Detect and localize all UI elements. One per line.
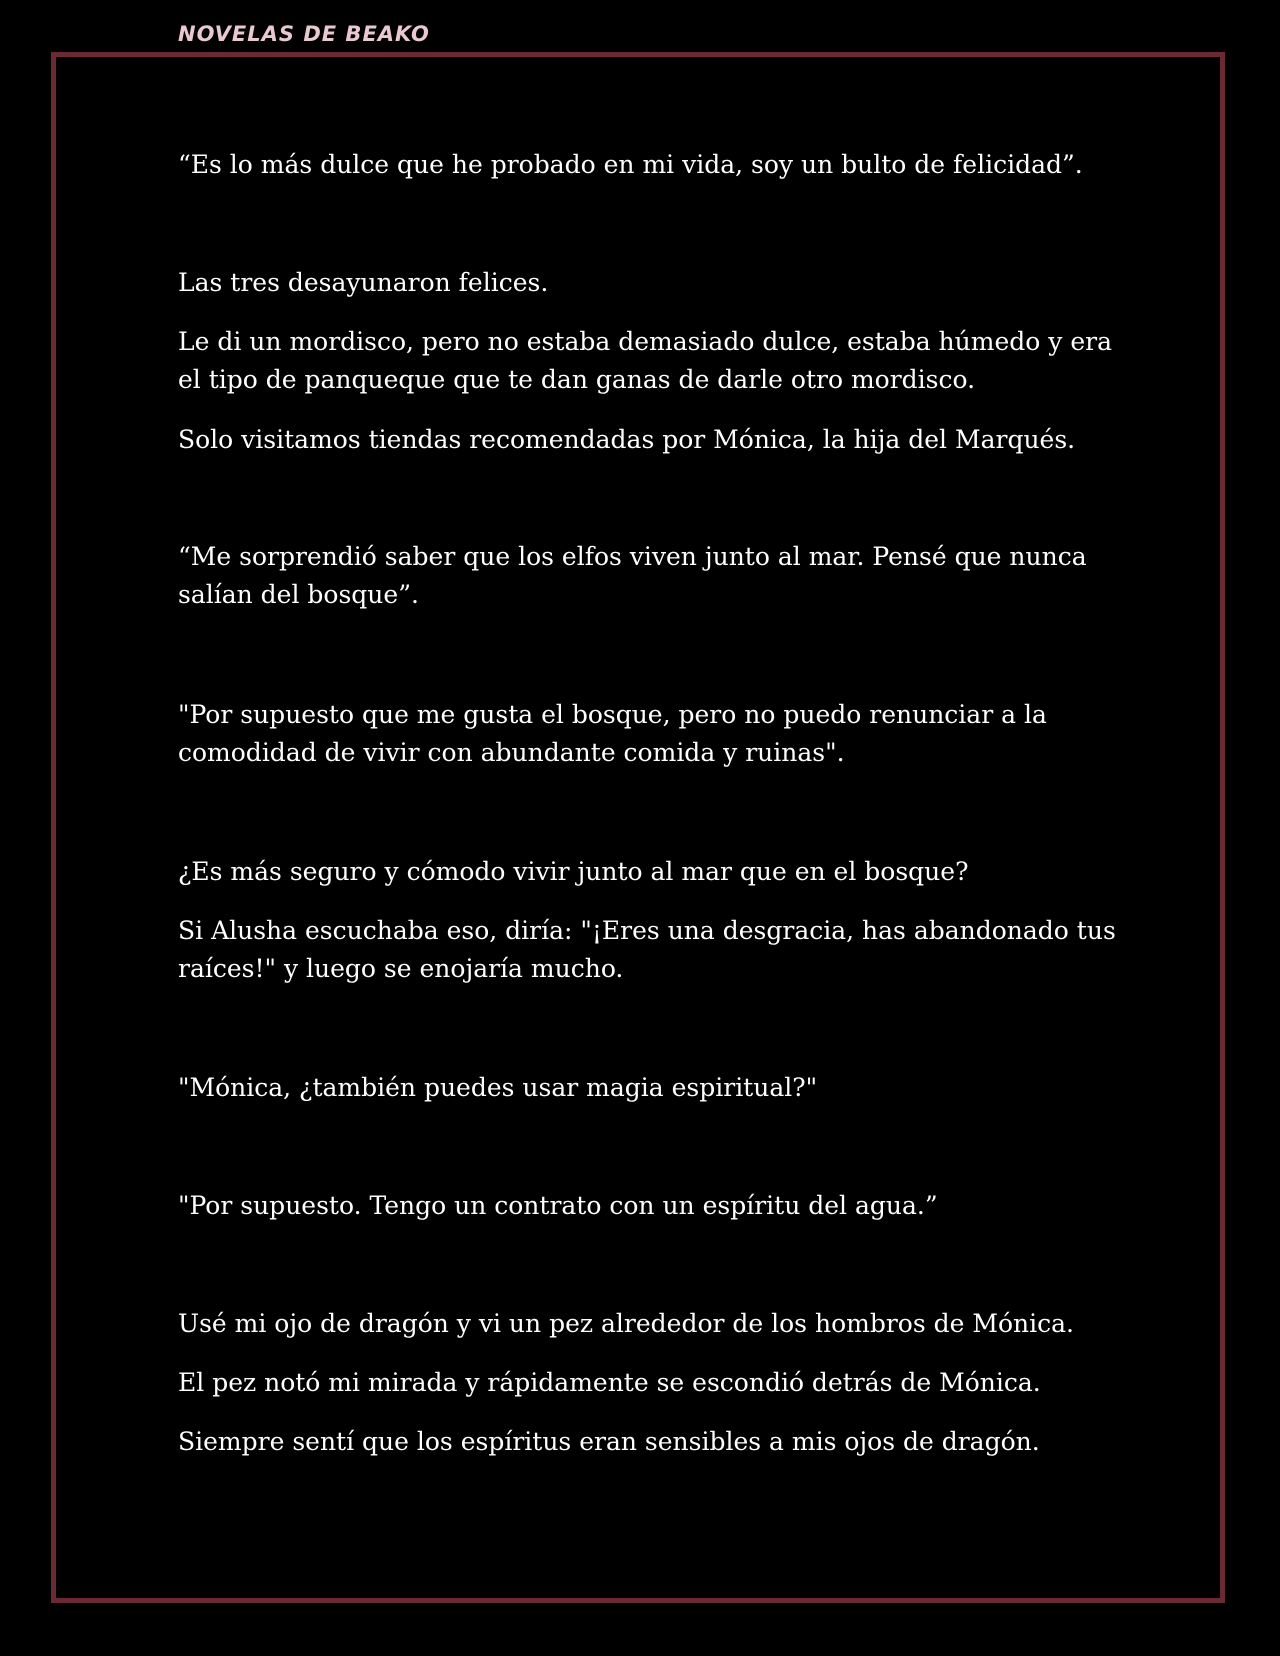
paragraph: El pez notó mi mirada y rápidamente se escondió detrás de Mónica. (178, 1368, 1041, 1397)
paragraph: “Es lo más dulce que he probado en mi vida, soy un bulto de felicidad”. (178, 150, 1083, 179)
paragraph: Si Alusha escuchaba eso, diría: "¡Eres una desgracia, has abandonado tus raíces!" y luego se enojaría mucho. (178, 916, 1116, 983)
paragraph: "Por supuesto que me gusta el bosque, pero no puedo renunciar a la comodidad de vivir con abundante comida y ruinas". (178, 700, 1047, 767)
paragraph: Las tres desayunaron felices. (178, 268, 549, 297)
paragraph: Siempre sentí que los espíritus eran sensibles a mis ojos de dragón. (178, 1427, 1040, 1456)
site-title: NOVELAS DE BEAKO (178, 22, 430, 46)
paragraph: Le di un mordisco, pero no estaba demasiado dulce, estaba húmedo y era el tipo de panqueque que te dan ganas de darle otro mordisco. (178, 327, 1112, 394)
paragraph: “Me sorprendió saber que los elfos viven junto al mar. Pensé que nunca salían del bosque”. (178, 542, 1087, 609)
paragraph: "Mónica, ¿también puedes usar magia espiritual?" (178, 1073, 818, 1102)
paragraph: Solo visitamos tiendas recomendadas por Mónica, la hija del Marqués. (178, 425, 1076, 454)
paragraph: ¿Es más seguro y cómodo vivir junto al mar que en el bosque? (178, 857, 969, 886)
paragraph: Usé mi ojo de dragón y vi un pez alrededor de los hombros de Mónica. (178, 1309, 1074, 1338)
paragraph: "Por supuesto. Tengo un contrato con un espíritu del agua.” (178, 1191, 938, 1220)
